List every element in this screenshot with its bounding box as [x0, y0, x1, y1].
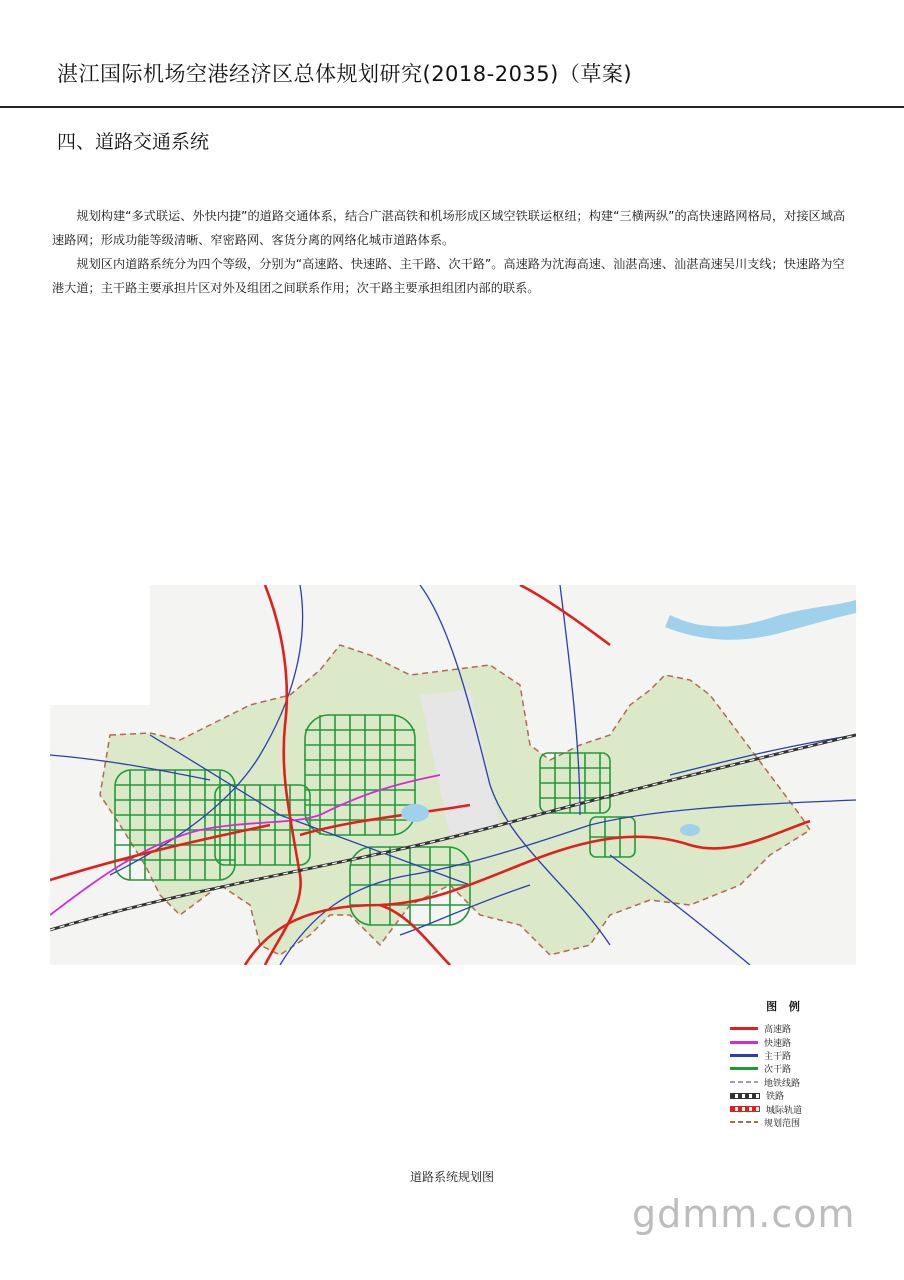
paragraph-2: 规划区内道路系统分为四个等级，分别为“高速路、快速路、主干路、次干路”。高速路为沈海高速、汕湛高速、汕湛高速吴川支线；快速路为空港大道；主干路主要承担片区对外及组团之间联系作用；次干路主要承担组团内部的联系。 — [52, 257, 845, 295]
road-system-map — [50, 585, 856, 965]
legend-swatch — [730, 1041, 758, 1044]
legend-item — [730, 1089, 840, 1102]
lake — [401, 804, 429, 822]
legend-item — [730, 1116, 840, 1129]
legend-swatch — [730, 1081, 758, 1083]
lake-east — [680, 824, 700, 836]
legend-label: 高速路 — [764, 1025, 792, 1036]
watermark: gdmm.com — [632, 1192, 856, 1236]
document-title: 湛江国际机场空港经济区总体规划研究(2018-2035)（草案) — [57, 62, 633, 86]
legend-swatch — [730, 1121, 758, 1123]
legend-item — [730, 1102, 840, 1115]
legend-item — [730, 1062, 840, 1075]
legend-label: 铁路 — [766, 1092, 785, 1103]
legend-swatch — [730, 1054, 758, 1057]
legend-label: 快速路 — [764, 1038, 792, 1049]
legend-item — [730, 1035, 840, 1048]
legend-item — [730, 1049, 840, 1062]
paragraph-1: 规划构建“多式联运、外快内捷”的道路交通体系，结合广湛高铁和机场形成区域空铁联运枢纽；构建“三横两纵”的高快速路网格局，对接区域高速路网；形成功能等级清晰、窄密路网、客货分离的网络化城市道路体系。 — [52, 209, 846, 247]
legend-label: 城际轨道 — [766, 1105, 803, 1116]
legend-item — [730, 1076, 840, 1089]
legend-item — [730, 1022, 840, 1035]
legend-label: 地铁线路 — [764, 1078, 801, 1089]
body-text — [52, 204, 852, 300]
legend-label: 主干路 — [764, 1051, 792, 1062]
map-legend — [730, 998, 840, 1129]
legend-title: 图 例 — [766, 1000, 804, 1013]
legend-swatch — [730, 1027, 758, 1030]
legend-swatch — [730, 1106, 760, 1112]
legend-swatch — [730, 1093, 760, 1099]
section-heading: 四、道路交通系统 — [57, 131, 210, 153]
legend-label: 次干路 — [764, 1065, 792, 1076]
map-canvas — [50, 585, 856, 965]
title-divider — [0, 106, 904, 108]
legend-swatch — [730, 1067, 758, 1070]
figure-caption: 道路系统规划图 — [409, 1170, 494, 1184]
legend-label: 规划范围 — [764, 1118, 801, 1129]
legend-rows — [730, 1022, 840, 1129]
